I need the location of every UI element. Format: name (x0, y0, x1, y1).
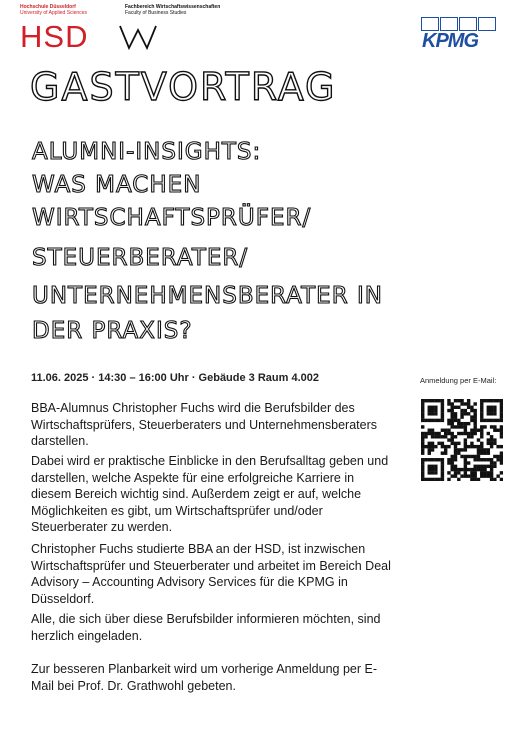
paragraph: Dabei wird er praktische Einblicke in den Berufsalltag geben und darstellen, welche Aspekte für eine erfolgreiche Karriere in diesem Bereich wichtig sind. Außerdem zeigt er auf, welche Möglichkeiten es gibt, um Wirtschaftsprüfer und/oder Steuerberater zu werden. (31, 454, 389, 534)
kpmg-logo (420, 17, 500, 52)
paragraph: Zur besseren Planbarkeit wird um vorherige Anmeldung per E-Mail bei Prof. Dr. Grathwohl gebeten. (31, 662, 378, 693)
paragraph: Alle, die sich über diese Berufsbilder informieren möchten, sind herzlich eingeladen. (31, 612, 381, 643)
hsd-subtitle: University of Applied Sciences (20, 10, 87, 16)
title-line: WAS MACHEN (32, 172, 202, 198)
paragraph: Christopher Fuchs studierte BBA an der HSD, ist inzwischen Wirtschaftsprüfer und Steuerberater und arbeitet im Bereich Deal Advisory – Accounting Advisory Services für die KPMG in Düsseldorf. (31, 542, 391, 606)
registration-label: Anmeldung per E-Mail: (420, 376, 497, 385)
event-details: 11.06. 2025 · 14:30 – 16:00 Uhr · Gebäude 3 Raum 4.002 (31, 372, 319, 384)
title-line: WIRTSCHAFTSPRÜFER/ (32, 205, 312, 231)
hsd-logo: HSD (20, 19, 89, 54)
faculty-name (125, 4, 220, 16)
kpmg-wordmark: KPMG (422, 30, 478, 52)
faculty-subtitle: Faculty of Business Studies (125, 10, 187, 16)
paragraph: BBA-Alumnus Christopher Fuchs wird die Berufsbilder des Wirtschaftsprüfers, Steuerberaters und Unternehmensberaters darstellen. (31, 401, 377, 448)
faculty-w-logo (118, 24, 158, 50)
faculty-name-text: Fachbereich Wirtschaftswissenschaften (125, 4, 221, 10)
hsd-name-text: Hochschule Düsseldorf (20, 4, 76, 10)
title-line: DER PRAXIS? (32, 318, 193, 344)
title-line: STEUERBERATER/ (32, 245, 249, 271)
kpmg-boxes-icon (421, 17, 496, 31)
title-line: ALUMNI-INSIGHTS: (32, 139, 262, 165)
hsd-name (20, 4, 87, 16)
qr-code-icon[interactable] (421, 399, 503, 481)
title-line: UNTERNEHMENSBERATER IN (32, 283, 383, 309)
page-kicker: GASTVORTRAG (30, 65, 337, 109)
